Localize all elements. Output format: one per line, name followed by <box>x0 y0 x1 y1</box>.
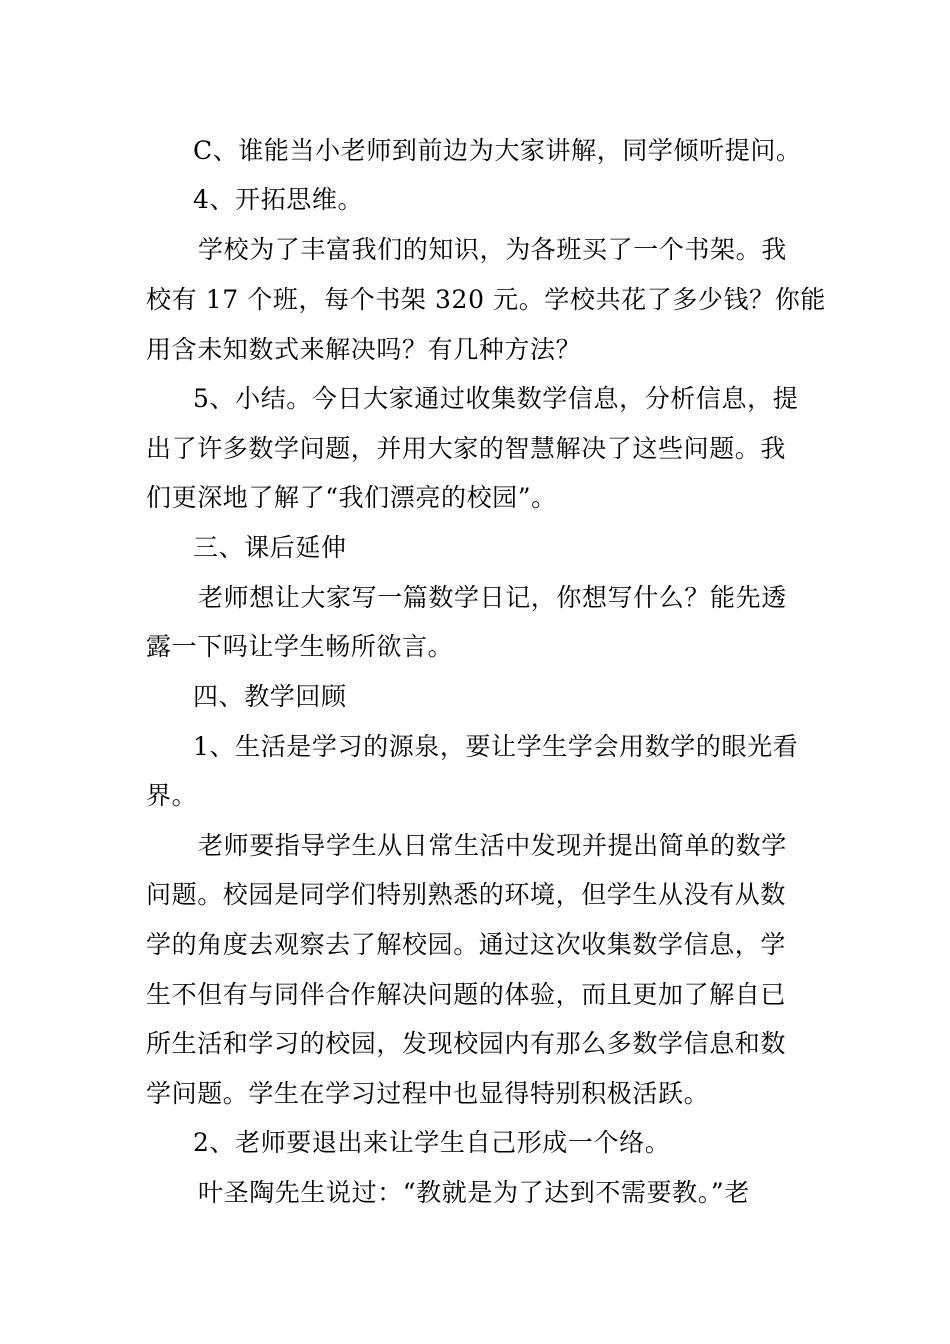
text-line-2: 4、开拓思维。 <box>193 185 364 214</box>
text-line-5: 用含未知数式来解决吗？有几种方法？ <box>146 335 582 364</box>
text-line-11: 露一下吗让学生畅所欲言。 <box>146 632 454 661</box>
text-line-8: 们更深地了解了“我们漂亮的校园”。 <box>146 483 557 512</box>
text-line-21: 2、老师要退出来让学生自己形成一个络。 <box>193 1128 671 1157</box>
text-line-10: 老师想让大家写一篇数学日记，你想写什么？能先透 <box>198 583 787 612</box>
text-line-18: 生不但有与同伴合作解决问题的体验，而且更加了解自已 <box>146 980 787 1009</box>
text-line-16: 问题。校园是同学们特别熟悉的环境，但学生从没有从数 <box>146 880 787 909</box>
text-line-9: 三、课后延伸 <box>193 533 347 562</box>
text-line-6: 5、小结。今日大家通过收集数学信息，分析信息，提 <box>193 384 799 413</box>
text-line-20: 学问题。学生在学习过程中也显得特别积极活跃。 <box>146 1079 710 1108</box>
text-line-13: 1、生活是学习的源泉，要让学生学会用数学的眼光看 <box>193 732 799 761</box>
text-line-22: 叶圣陶先生说过：“教就是为了达到不需要教。”老 <box>198 1178 750 1207</box>
text-line-1: C、谁能当小老师到前边为大家讲解，同学倾听提问。 <box>193 136 802 165</box>
text-line-14: 界。 <box>146 781 198 810</box>
text-line-17: 学的角度去观察去了解校园。通过这次收集数学信息，学 <box>146 930 787 959</box>
text-line-19: 所生活和学习的校园，发现校园内有那么多数学信息和数 <box>146 1029 787 1058</box>
text-line-3: 学校为了丰富我们的知识，为各班买了一个书架。我 <box>198 235 787 264</box>
text-line-7: 出了许多数学问题，并用大家的智慧解决了这些问题。我 <box>146 434 787 463</box>
text-line-12: 四、教学回顾 <box>193 682 347 711</box>
text-line-4: 校有 17 个班，每个书架 320 元。学校共花了多少钱？你能 <box>146 285 826 314</box>
text-line-15: 老师要指导学生从日常生活中发现并提出简单的数学 <box>198 831 787 860</box>
